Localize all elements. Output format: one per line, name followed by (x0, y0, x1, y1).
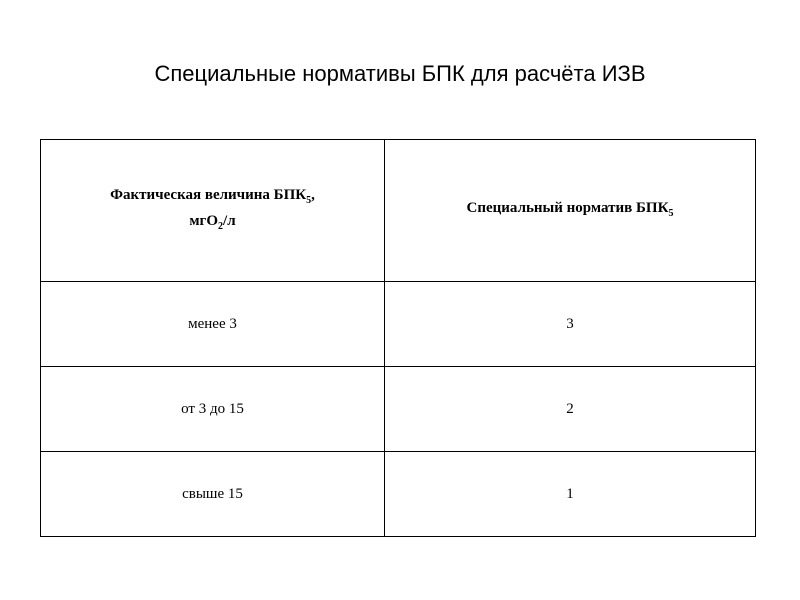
cell-actual: менее 3 (41, 282, 385, 367)
header-norm-text: Специальный норматив БПК (466, 199, 669, 216)
header-unit-sub: 2 (218, 220, 224, 232)
cell-actual: от 3 до 15 (41, 367, 385, 452)
norms-table (40, 139, 756, 537)
header-unit-pre: мгО (189, 212, 219, 229)
header-unit-post: /л (223, 212, 236, 229)
header-actual-suffix: , (311, 186, 315, 203)
header-actual-sub: 5 (306, 194, 312, 206)
cell-norm: 1 (385, 452, 756, 537)
cell-norm: 3 (385, 282, 756, 367)
slide-title: Специальные нормативы БПК для расчёта ИЗВ (154, 61, 646, 86)
table-header-row (41, 140, 756, 282)
header-actual-bpk (41, 140, 385, 282)
cell-norm: 2 (385, 367, 756, 452)
header-actual-text: Фактическая величина БПК (110, 186, 307, 203)
header-norm-sub: 5 (668, 207, 674, 219)
table-row (41, 282, 756, 367)
header-special-norm (385, 140, 756, 282)
cell-actual: свыше 15 (41, 452, 385, 537)
table-row (41, 452, 756, 537)
table-row (41, 367, 756, 452)
